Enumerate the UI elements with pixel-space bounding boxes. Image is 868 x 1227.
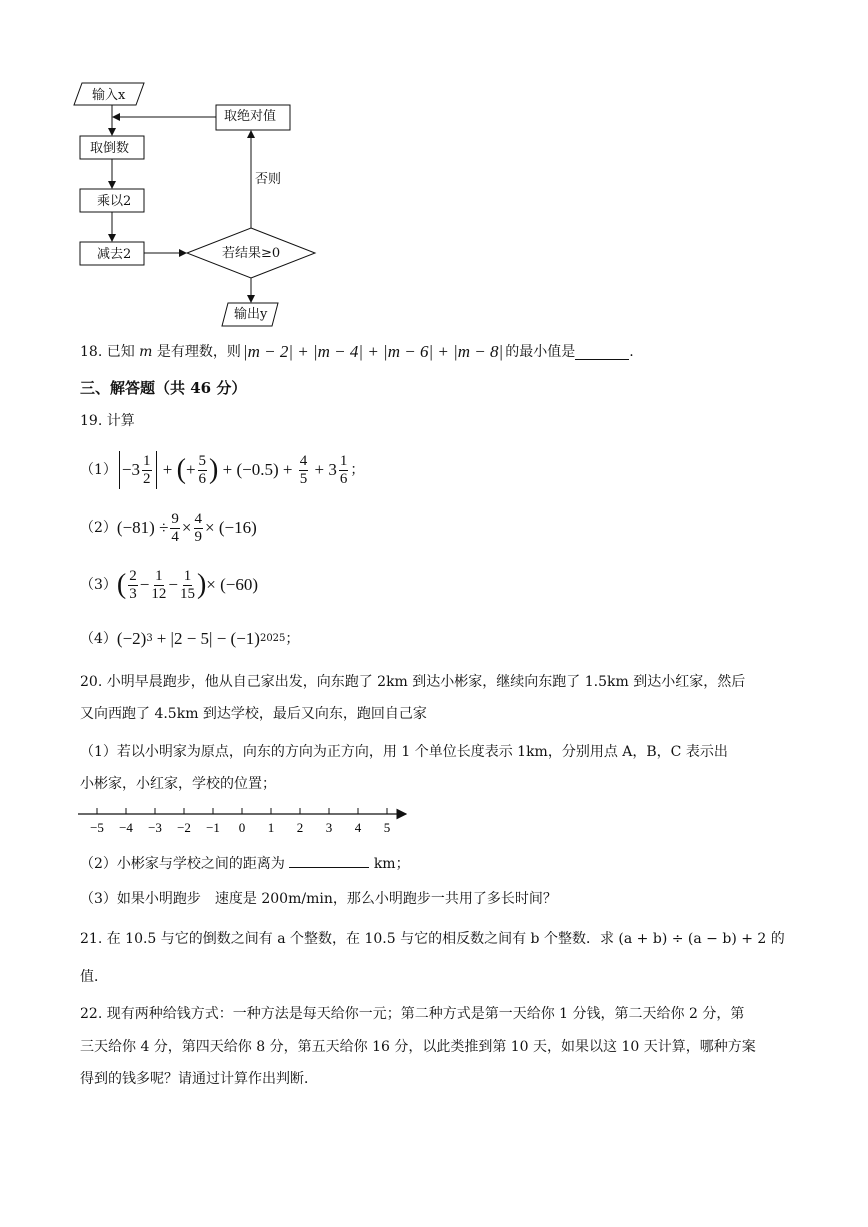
q19-part2: （2） (−81) ÷ $\frac{9}{4}$ × $\frac{4}{9}$ × (−16) <box>80 510 257 545</box>
q19-p1-b-den: 6 <box>198 470 207 487</box>
q19-p4-label: （4） <box>80 631 117 647</box>
q19-p2-c-den: 9 <box>194 528 203 545</box>
flow-input-label: 输入x <box>92 88 126 103</box>
q19-p1-b-sign: + <box>185 460 196 479</box>
q21-text-1: 在 10.5 与它的倒数之间有 a 个整数，在 10.5 与它的相反数之间有 b 个整数．求 (a + b) ÷ (a − b) + 2 的 <box>106 931 785 947</box>
q19-p3-d: × (−60) <box>206 575 259 594</box>
q20-part3: （3）如果小明跑步 速度是 200m/min，那么小明跑步一共用了多长时间？ <box>80 891 557 907</box>
q19-p1-d-num: 4 <box>299 452 308 469</box>
q18-end: . <box>629 344 634 360</box>
q20-part1-line1: （1）若以小明家为原点，向东的方向为正方向，用 1 个单位长度表示 1km，分别用点 A，B，C 表示出 <box>80 744 728 760</box>
number-line-tick-label: −3 <box>148 820 162 835</box>
q19-number: 19. <box>80 413 103 429</box>
q19-p1-label: （1） <box>80 462 117 478</box>
q20-line1 <box>80 672 745 692</box>
q18-var: m <box>139 344 153 360</box>
q19-p2-b-den: 4 <box>171 528 179 545</box>
q19-p3-a-den: 3 <box>129 585 137 602</box>
q19-p4-a: (−2) <box>116 629 147 648</box>
number-line-tick-label: −2 <box>177 820 191 835</box>
q19-p3-label: （3） <box>80 577 117 593</box>
flow-reciprocal-label: 取倒数 <box>90 141 130 156</box>
q20-line2: 又向西跑了 4.5km 到达学校，最后又向东，跑回自己家 <box>80 706 427 722</box>
q22-line3: 得到的钱多呢？请通过计算作出判断． <box>80 1071 318 1087</box>
number-line-tick-label: −1 <box>206 820 220 835</box>
q18-mid: 是有理数，则 <box>156 344 241 360</box>
flow-output-label: 输出y <box>234 307 268 322</box>
q20-number: 20. <box>80 674 103 690</box>
q19-part4 <box>80 626 299 652</box>
q19-p3-b-num: 1 <box>155 567 163 584</box>
q18-pre: 已知 <box>106 344 135 360</box>
q19-p1-a-num: 1 <box>143 452 151 469</box>
q20-p2-pre: （2）小彬家与学校之间的距离为 <box>80 856 285 872</box>
q19-part1: （1） −3 $\frac{1}{2}$ + ( + $\frac{5}{6}$ ) + (−0.5) + $\frac{4}{5}$ + 3 $\frac{1}{6}$ ； <box>80 448 364 492</box>
q19-p1-a-den: 2 <box>143 470 151 487</box>
flow-abs-label: 取绝对值 <box>224 109 277 124</box>
q19-p1-e-den: 6 <box>339 470 348 487</box>
number-line <box>76 804 416 844</box>
q19-p4-b-exp: 2025 <box>259 633 286 644</box>
q21-number: 21. <box>80 931 103 947</box>
q22-number: 22. <box>80 1006 103 1022</box>
number-line-tick-label: 0 <box>238 820 246 835</box>
number-line-tick-label: −4 <box>119 820 133 835</box>
number-line-tick-label: −5 <box>90 820 104 835</box>
section-title: 三、解答题（共 46 分） <box>80 379 247 397</box>
q22-line1 <box>80 1004 744 1024</box>
q19-p4-a-exp: 3 <box>146 633 153 644</box>
question-19-heading <box>80 411 135 431</box>
number-line-tick-label: 4 <box>354 820 362 835</box>
flow-otherwise-label: 否则 <box>255 172 282 187</box>
q18-answer-blank[interactable] <box>575 345 629 360</box>
q20-p2-answer-blank[interactable] <box>289 853 369 868</box>
q18-number: 18. <box>80 344 103 360</box>
q19-title: 计算 <box>106 413 135 429</box>
q22-text-1: 现有两种给钱方式：一种方法是每天给你一元；第二种方式是第一天给你 1 分钱，第二天给你 2 分，第 <box>106 1006 745 1022</box>
q21-line1 <box>80 929 785 949</box>
flow-condition-label: 若结果≥0 <box>222 246 281 261</box>
q19-p2-c-num: 4 <box>194 510 203 527</box>
number-line-tick-label: 3 <box>325 820 333 835</box>
q20-p2-post: km； <box>373 856 410 872</box>
number-line-tick-label: 1 <box>267 820 275 835</box>
q19-p4-b: + |2 − 5| − (−1) <box>156 629 260 648</box>
q19-p3-c-den: 15 <box>179 585 195 602</box>
q19-p1-end: ； <box>350 462 365 478</box>
q18-expression: |m − 2| + |m − 4| + |m − 6| + |m − 8| <box>242 342 504 361</box>
question-18 <box>80 342 634 362</box>
number-line-tick-label: 5 <box>383 820 391 835</box>
q19-p1-e-num: 1 <box>339 452 348 469</box>
q19-p3-b-den: 12 <box>151 585 167 602</box>
number-line-tick-label: 2 <box>296 820 304 835</box>
q19-p4-end: ； <box>285 631 300 647</box>
q21-line2: 值． <box>80 969 108 985</box>
q19-p1-e-whole: 3 <box>328 460 337 479</box>
q20-part1-line2: 小彬家，小红家，学校的位置； <box>80 776 276 792</box>
q18-post: 的最小值是 <box>505 344 576 360</box>
q19-p1-b-num: 5 <box>198 452 207 469</box>
q20-part2 <box>80 853 410 874</box>
q19-p1-d-den: 5 <box>299 470 308 487</box>
q20-text-1: 小明早晨跑步，他从自己家出发，向东跑了 2km 到达小彬家，继续向东跑了 1.5km 到达小红家，然后 <box>106 674 746 690</box>
q19-p1-c: (−0.5) <box>236 460 279 479</box>
flow-subtract-label: 减去2 <box>97 247 132 262</box>
q19-p2-a: (−81) ÷ <box>116 518 169 537</box>
q19-p2-label: （2） <box>80 520 117 536</box>
q19-p3-c-num: 1 <box>183 567 192 584</box>
flow-multiply-label: 乘以2 <box>97 194 132 209</box>
q22-line2: 三天给你 4 分，第四天给你 8 分，第五天给你 16 分，以此类推到第 10 天，如果以这 10 天计算，哪种方案 <box>80 1039 756 1055</box>
q19-p2-b-num: 9 <box>171 510 179 527</box>
q19-p2-d: × (−16) <box>205 518 257 537</box>
q19-p3-a-num: 2 <box>129 567 137 584</box>
q19-part3: （3） ( $\frac{2}{3}$ − $\frac{1}{12}$ − $\frac{1}{15}$ ) × (−60) <box>80 567 259 602</box>
q19-p1-a: −3 <box>121 460 141 479</box>
